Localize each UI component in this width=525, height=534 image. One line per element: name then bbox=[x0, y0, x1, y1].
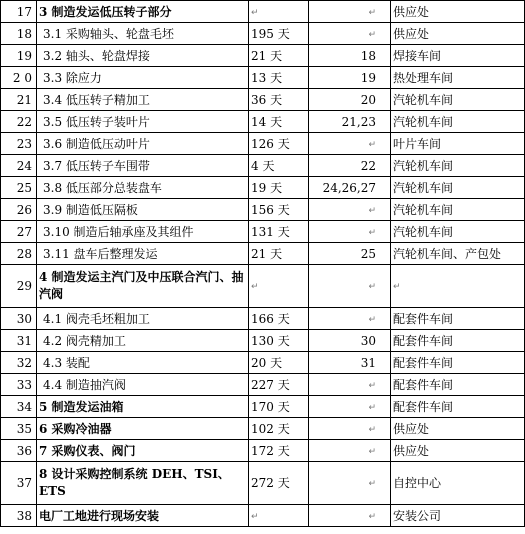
task-name-cell: 3.9 制造低压隔板 bbox=[37, 199, 249, 221]
table-row bbox=[1, 505, 525, 527]
table-row bbox=[1, 330, 525, 352]
department-cell: 配套件车间 bbox=[391, 308, 525, 330]
task-name-cell: 5 制造发运油箱 bbox=[37, 396, 249, 418]
table-row bbox=[1, 23, 525, 45]
table-row bbox=[1, 221, 525, 243]
department-cell: 热处理车间 bbox=[391, 67, 525, 89]
department-cell: 供应处 bbox=[391, 23, 525, 45]
duration-cell: 20 天 bbox=[249, 352, 309, 374]
predecessor-cell: 19 bbox=[309, 67, 391, 89]
duration-cell: 195 天 bbox=[249, 23, 309, 45]
paragraph-mark-icon: ↵ bbox=[368, 511, 376, 522]
predecessor-cell bbox=[309, 221, 391, 243]
predecessor-cell bbox=[309, 374, 391, 396]
predecessor-cell bbox=[309, 265, 391, 308]
predecessor-cell bbox=[309, 462, 391, 505]
department-cell: 汽轮机车间 bbox=[391, 155, 525, 177]
row-number-cell: 17 bbox=[1, 1, 37, 23]
paragraph-mark-icon: ↵ bbox=[368, 424, 376, 435]
predecessor-cell bbox=[309, 505, 391, 527]
duration-cell: 21 天 bbox=[249, 243, 309, 265]
task-name-cell: 4.1 阀壳毛坯粗加工 bbox=[37, 308, 249, 330]
task-name-cell: 4 制造发运主汽门及中压联合汽门、抽汽阀 bbox=[37, 265, 249, 308]
duration-cell: 13 天 bbox=[249, 67, 309, 89]
task-name-cell: 3.8 低压部分总装盘车 bbox=[37, 177, 249, 199]
predecessor-cell: 30 bbox=[309, 330, 391, 352]
duration-cell: 14 天 bbox=[249, 111, 309, 133]
department-cell: 叶片车间 bbox=[391, 133, 525, 155]
duration-cell bbox=[249, 505, 309, 527]
department-cell: 配套件车间 bbox=[391, 330, 525, 352]
row-number-cell: 29 bbox=[1, 265, 37, 308]
duration-cell: 21 天 bbox=[249, 45, 309, 67]
row-number-cell: 35 bbox=[1, 418, 37, 440]
table-row bbox=[1, 462, 525, 505]
predecessor-cell: 22 bbox=[309, 155, 391, 177]
department-cell: 汽轮机车间 bbox=[391, 199, 525, 221]
paragraph-mark-icon: ↵ bbox=[251, 7, 259, 18]
duration-cell: 131 天 bbox=[249, 221, 309, 243]
row-number-cell: 24 bbox=[1, 155, 37, 177]
predecessor-cell bbox=[309, 418, 391, 440]
paragraph-mark-icon: ↵ bbox=[368, 227, 376, 238]
row-number-cell: 30 bbox=[1, 308, 37, 330]
task-name-cell: 6 采购冷油器 bbox=[37, 418, 249, 440]
task-name-cell: 4.4 制造抽汽阀 bbox=[37, 374, 249, 396]
row-number-cell: 26 bbox=[1, 199, 37, 221]
row-number-cell: 34 bbox=[1, 396, 37, 418]
task-name-cell: 4.2 阀壳精加工 bbox=[37, 330, 249, 352]
row-number-cell: 31 bbox=[1, 330, 37, 352]
table-row bbox=[1, 243, 525, 265]
row-number-cell: 2 0 bbox=[1, 67, 37, 89]
task-name-cell: 3.3 除应力 bbox=[37, 67, 249, 89]
paragraph-mark-icon: ↵ bbox=[368, 205, 376, 216]
task-name-cell: 3.11 盘车后整理发运 bbox=[37, 243, 249, 265]
table-row bbox=[1, 418, 525, 440]
task-name-cell: 电厂工地进行现场安装 bbox=[37, 505, 249, 527]
predecessor-cell bbox=[309, 440, 391, 462]
duration-cell: 102 天 bbox=[249, 418, 309, 440]
paragraph-mark-icon: ↵ bbox=[368, 446, 376, 457]
department-cell: 配套件车间 bbox=[391, 352, 525, 374]
department-cell: 配套件车间 bbox=[391, 396, 525, 418]
task-name-cell: 3.4 低压转子精加工 bbox=[37, 89, 249, 111]
table-row bbox=[1, 440, 525, 462]
task-name-cell: 3 制造发运低压转子部分 bbox=[37, 1, 249, 23]
duration-cell bbox=[249, 1, 309, 23]
task-name-cell: 3.6 制造低压动叶片 bbox=[37, 133, 249, 155]
row-number-cell: 36 bbox=[1, 440, 37, 462]
predecessor-cell bbox=[309, 199, 391, 221]
duration-cell: 227 天 bbox=[249, 374, 309, 396]
duration-cell: 19 天 bbox=[249, 177, 309, 199]
department-cell: 汽轮机车间 bbox=[391, 89, 525, 111]
department-cell: 焊接车间 bbox=[391, 45, 525, 67]
predecessor-cell: 21,23 bbox=[309, 111, 391, 133]
paragraph-mark-icon: ↵ bbox=[368, 402, 376, 413]
table-row bbox=[1, 374, 525, 396]
task-name-cell: 7 采购仪表、阀门 bbox=[37, 440, 249, 462]
department-cell bbox=[391, 265, 525, 308]
row-number-cell: 25 bbox=[1, 177, 37, 199]
row-number-cell: 38 bbox=[1, 505, 37, 527]
predecessor-cell: 24,26,27 bbox=[309, 177, 391, 199]
duration-cell: 126 天 bbox=[249, 133, 309, 155]
department-cell: 供应处 bbox=[391, 1, 525, 23]
row-number-cell: 27 bbox=[1, 221, 37, 243]
table-row bbox=[1, 308, 525, 330]
predecessor-cell: 20 bbox=[309, 89, 391, 111]
duration-cell: 4 天 bbox=[249, 155, 309, 177]
task-name-cell: 3.7 低压转子车围带 bbox=[37, 155, 249, 177]
row-number-cell: 33 bbox=[1, 374, 37, 396]
predecessor-cell: 18 bbox=[309, 45, 391, 67]
table-row bbox=[1, 155, 525, 177]
department-cell: 汽轮机车间 bbox=[391, 221, 525, 243]
row-number-cell: 19 bbox=[1, 45, 37, 67]
paragraph-mark-icon: ↵ bbox=[368, 380, 376, 391]
table-row bbox=[1, 111, 525, 133]
table-row bbox=[1, 199, 525, 221]
predecessor-cell bbox=[309, 133, 391, 155]
table-row bbox=[1, 177, 525, 199]
duration-cell: 172 天 bbox=[249, 440, 309, 462]
duration-cell bbox=[249, 265, 309, 308]
table-row bbox=[1, 67, 525, 89]
table-row bbox=[1, 133, 525, 155]
row-number-cell: 28 bbox=[1, 243, 37, 265]
department-cell: 供应处 bbox=[391, 418, 525, 440]
task-name-cell: 4.3 装配 bbox=[37, 352, 249, 374]
duration-cell: 130 天 bbox=[249, 330, 309, 352]
predecessor-cell bbox=[309, 23, 391, 45]
row-number-cell: 22 bbox=[1, 111, 37, 133]
paragraph-mark-icon: ↵ bbox=[251, 282, 259, 292]
duration-cell: 36 天 bbox=[249, 89, 309, 111]
task-name-cell: 3.10 制造后轴承座及其组件 bbox=[37, 221, 249, 243]
task-name-cell: 3.5 低压转子装叶片 bbox=[37, 111, 249, 133]
duration-cell: 272 天 bbox=[249, 462, 309, 505]
paragraph-mark-icon: ↵ bbox=[251, 511, 259, 522]
paragraph-mark-icon: ↵ bbox=[368, 7, 376, 18]
duration-cell: 166 天 bbox=[249, 308, 309, 330]
row-number-cell: 37 bbox=[1, 462, 37, 505]
row-number-cell: 23 bbox=[1, 133, 37, 155]
department-cell: 安装公司 bbox=[391, 505, 525, 527]
department-cell: 自控中心 bbox=[391, 462, 525, 505]
paragraph-mark-icon: ↵ bbox=[393, 282, 401, 292]
department-cell: 供应处 bbox=[391, 440, 525, 462]
task-name-cell: 3.1 采购轴头、轮盘毛坯 bbox=[37, 23, 249, 45]
paragraph-mark-icon: ↵ bbox=[368, 282, 376, 292]
predecessor-cell bbox=[309, 396, 391, 418]
department-cell: 汽轮机车间 bbox=[391, 111, 525, 133]
predecessor-cell: 25 bbox=[309, 243, 391, 265]
task-name-cell: 3.2 轴头、轮盘焊接 bbox=[37, 45, 249, 67]
table-row bbox=[1, 89, 525, 111]
predecessor-cell bbox=[309, 308, 391, 330]
row-number-cell: 32 bbox=[1, 352, 37, 374]
paragraph-mark-icon: ↵ bbox=[368, 479, 376, 489]
paragraph-mark-icon: ↵ bbox=[368, 29, 376, 40]
row-number-cell: 18 bbox=[1, 23, 37, 45]
duration-cell: 170 天 bbox=[249, 396, 309, 418]
department-cell: 汽轮机车间、产包处 bbox=[391, 243, 525, 265]
schedule-table-body bbox=[1, 1, 525, 527]
department-cell: 汽轮机车间 bbox=[391, 177, 525, 199]
table-row bbox=[1, 265, 525, 308]
table-row bbox=[1, 45, 525, 67]
department-cell: 配套件车间 bbox=[391, 374, 525, 396]
table-row bbox=[1, 396, 525, 418]
duration-cell: 156 天 bbox=[249, 199, 309, 221]
paragraph-mark-icon: ↵ bbox=[368, 314, 376, 325]
predecessor-cell bbox=[309, 1, 391, 23]
table-row bbox=[1, 352, 525, 374]
predecessor-cell: 31 bbox=[309, 352, 391, 374]
task-name-cell: 8 设计采购控制系统 DEH、TSI、ETS bbox=[37, 462, 249, 505]
paragraph-mark-icon: ↵ bbox=[368, 139, 376, 150]
row-number-cell: 21 bbox=[1, 89, 37, 111]
table-row bbox=[1, 1, 525, 23]
